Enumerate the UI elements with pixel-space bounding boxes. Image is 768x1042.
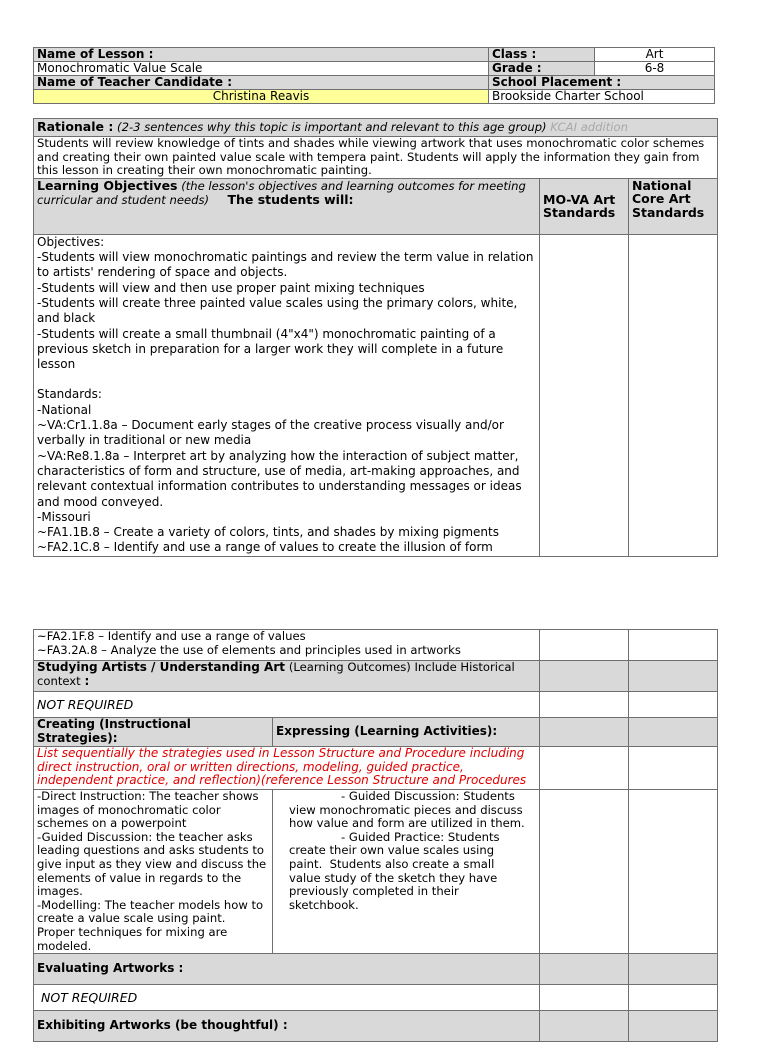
creating-strategies-cell: -Direct Instruction: The teacher shows images of monochromatic color schemes on a powerpoint -Guided Discussion: the teacher asks leading questions and asks students to give input as they view and discuss the elements of value in regards to the images. -Modelling: The teacher models how to create a value scale using paint. Proper techniques for mixing are modeled. (34, 790, 273, 954)
school-placement-value: Brookside Charter School (489, 90, 715, 104)
standards-line: ~FA2.1C.8 – Identify and use a range of values to create the illusion of form (37, 540, 493, 555)
instruction-table (33, 629, 718, 1042)
objectives-line: -Students will create a small thumbnail (4"x4") monochromatic painting of a previous sketch in preparation for a larger work they will complete in a future lesson (37, 326, 508, 372)
rationale-label: Rationale : (37, 119, 114, 134)
grade-value: 6-8 (595, 62, 715, 76)
objectives-line: -Students will view and then use proper paint mixing techniques (37, 280, 425, 295)
studying-colon: : (84, 673, 90, 688)
rationale-text: Students will review knowledge of tints and shades while viewing artwork that uses monochromatic color schemes and creating their own painted value scale with tempera paint. Students will apply the information they gain from this lesson in creating their own monochromatic painting. (34, 137, 718, 179)
objectives-line: Objectives: (37, 234, 105, 249)
national-standards-header: National Core Art Standards (629, 178, 718, 234)
standards-line: -Missouri (37, 509, 91, 524)
not-required-studying: NOT REQUIRED (34, 692, 540, 718)
grade-label: Grade : (489, 62, 595, 76)
evaluating-artworks-header: Evaluating Artworks : (34, 954, 540, 985)
standards-line: ~FA2.1F.8 – Identify and use a range of values (37, 629, 306, 643)
teacher-name-value: Christina Reavis (34, 90, 489, 104)
class-label: Class : (489, 48, 595, 62)
objectives-line: -Students will create three painted value scales using the primary colors, white, and black (37, 295, 522, 326)
expressing-activities-cell (273, 790, 540, 954)
expressing-header: Expressing (Learning Activities): (273, 718, 540, 747)
studying-artists-header (34, 661, 540, 692)
continued-standards-cell (34, 630, 540, 661)
teacher-name-label: Name of Teacher Candidate : (34, 76, 489, 90)
studying-artists-label: Studying Artists / Understanding Art (37, 660, 285, 674)
not-required-evaluating: NOT REQUIRED (34, 985, 540, 1011)
class-value: Art (595, 48, 715, 62)
standards-line: ~FA1.1B.8 – Create a variety of colors, tints, and shades by mixing pigments (37, 525, 499, 540)
lesson-info-table (33, 47, 715, 104)
instructions-note: List sequentially the strategies used in Lesson Structure and Procedure including direct instruction, oral or written directions, modeling, guided practice, independent practice, and reflection)(reference Lesson Structure and Procedures (34, 747, 540, 790)
mo-va-standards-header: MO-VA Art Standards (540, 178, 629, 234)
rationale-hint: (2-3 sentences why this topic is important and relevant to this age group) (117, 120, 547, 134)
lesson-name-label: Name of Lesson : (34, 48, 489, 62)
school-placement-label: School Placement : (489, 76, 715, 90)
objectives-label: Learning Objectives (37, 178, 178, 193)
creating-header: Creating (Instructional Strategies): (34, 718, 273, 747)
standards-line: ~VA:Cr1.1.8a – Document early stages of the creative process visually and/or verbally in traditional or new media (37, 418, 508, 448)
mo-va-standards-cell (540, 234, 629, 556)
standards-line: -National (37, 402, 92, 417)
kcai-addition-note: KCAI addition (550, 120, 628, 134)
objectives-hint: (the lesson's objectives and learning outcomes for meeting curricular and student needs) (37, 178, 526, 208)
expressing-item: - Guided Practice: Students create their own value scales using paint. Students also create a small value study of the sketch they have previously completed in their sketchbook. (289, 829, 504, 912)
objectives-standards-cell (34, 234, 540, 556)
objectives-line: -Students will view monochromatic paintings and review the term value in relation to artists' rendering of space and objects. (37, 250, 538, 280)
exhibiting-artworks-header: Exhibiting Artworks (be thoughtful) : (34, 1011, 540, 1042)
objectives-header (34, 178, 540, 234)
studying-artists-hint: (Learning Outcomes) Include Historical context (37, 660, 515, 688)
expressing-item: - Guided Discussion: Students view monochromatic pieces and discuss how value and form are utilized in them. (289, 789, 527, 831)
lesson-name-value: Monochromatic Value Scale (34, 62, 489, 76)
students-will-label: The students will: (227, 192, 354, 208)
rationale-header (34, 119, 718, 137)
standards-line: ~VA:Re8.1.8a – Interpret art by analyzing how the interaction of subject matter, characteristics of form and structure, use of media, art-making approaches, and relevant contextual information contributes to understanding messages or ideas and mood conveyed. (37, 448, 526, 509)
standards-line: Standards: (37, 387, 102, 402)
national-standards-cell (629, 234, 718, 556)
rationale-objectives-table (33, 118, 718, 557)
standards-line: ~FA3.2A.8 – Analyze the use of elements and principles used in artworks (37, 642, 461, 657)
